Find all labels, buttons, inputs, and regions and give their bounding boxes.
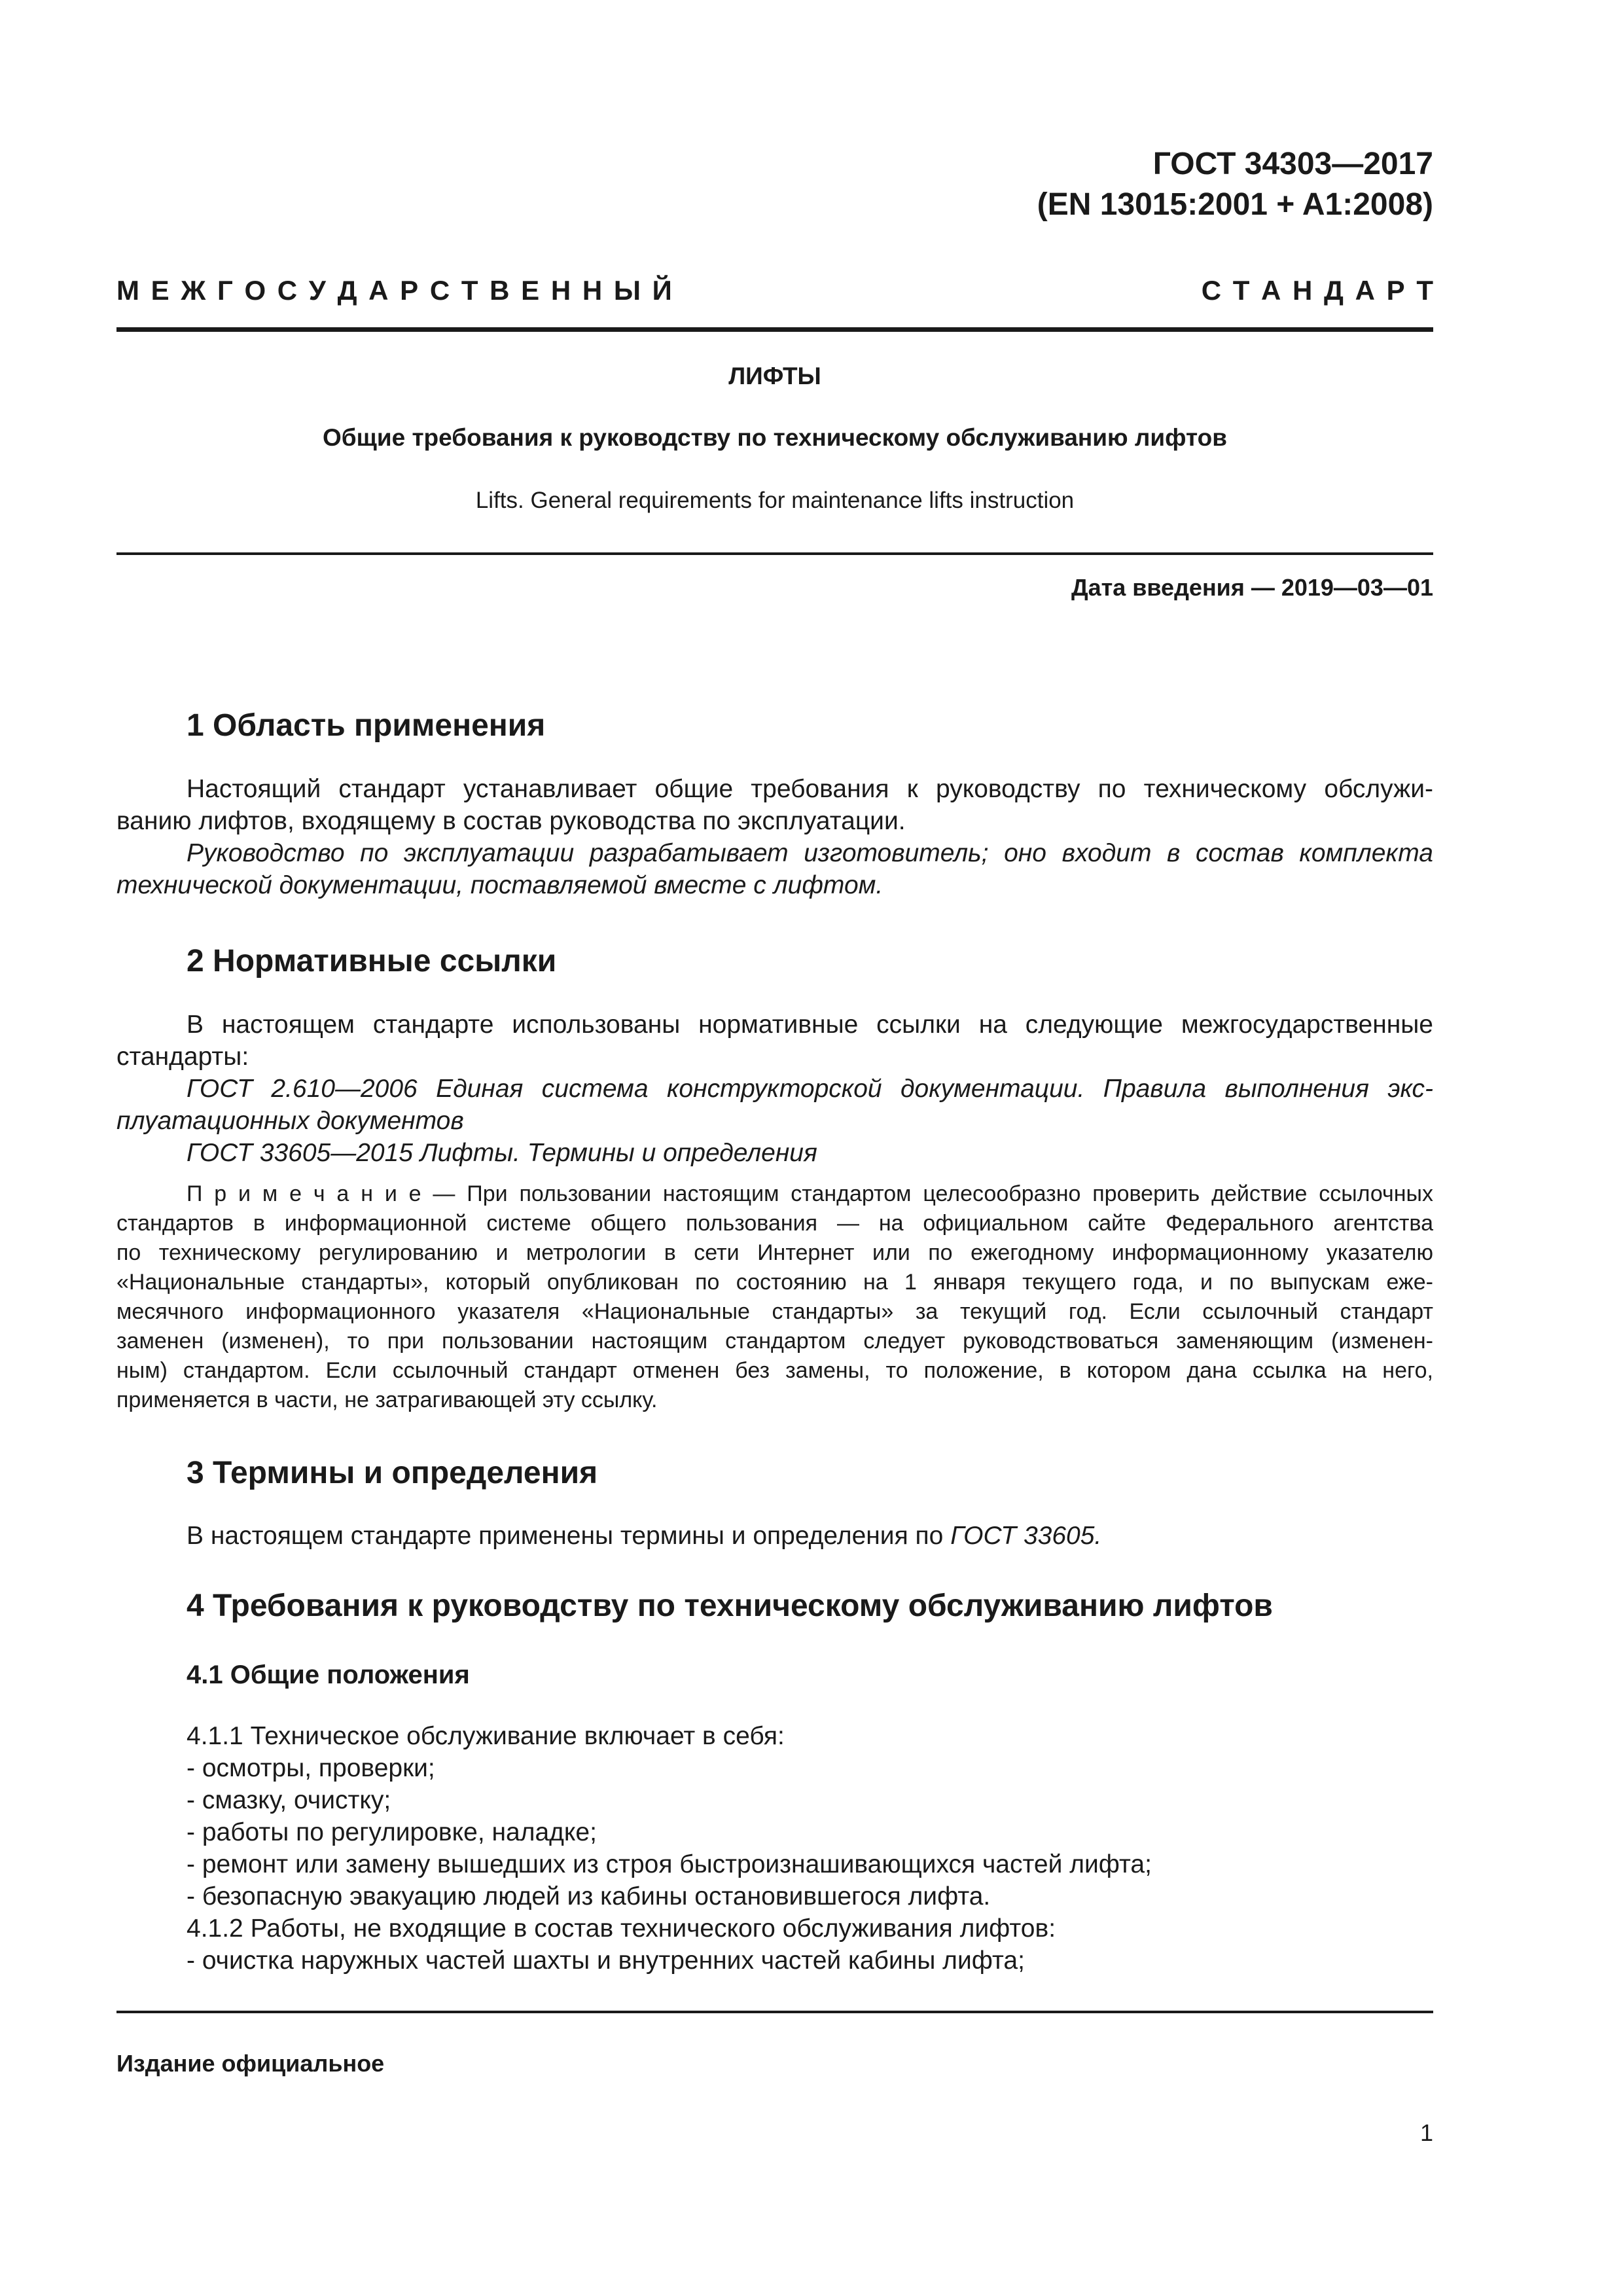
section-1-paragraph-2-line-1: Руководство по эксплуатации разрабатывает изготовитель; оно входит в состав комплекта <box>187 839 1433 867</box>
section-4-heading: 4 Требования к руководству по техническому обслуживанию лифтов <box>187 1588 1273 1623</box>
reference-gost-2-610-line-1: ГОСТ 2.610—2006 Единая система конструкторской документации. Правила выполнения экс- <box>187 1075 1433 1103</box>
reference-gost-2-610-line-2: плуатационных документов <box>116 1107 464 1135</box>
note-label: П р и м е ч а н и е <box>187 1181 421 1206</box>
note-line-4: «Национальные стандарты», который опубликован по состоянию на 1 января текущего года, и по выпускам еже- <box>116 1270 1433 1295</box>
header-thick-rule <box>116 327 1433 332</box>
doc-english-title: Lifts. General requirements for maintenance lifts instruction <box>475 488 1075 513</box>
section-4-line-3: - смазку, очистку; <box>187 1786 391 1814</box>
doc-title: ЛИФТЫ <box>728 363 821 389</box>
page-number: 1 <box>1419 2119 1433 2146</box>
note-line-5: месячного информационного указателя «Национальные стандарты» за текущий год. Если ссылочный стандарт <box>116 1299 1433 1324</box>
section-3-heading: 3 Термины и определения <box>187 1456 598 1490</box>
reference-gost-33605: ГОСТ 33605—2015 Лифты. Термины и определения <box>187 1139 817 1167</box>
section-3-gost-ref: ГОСТ 33605. <box>950 1522 1102 1550</box>
note-line-3: по техническому регулированию и метрологии в сети Интернет или по ежегодному информационному указателю <box>116 1240 1433 1265</box>
subsection-4-1-heading: 4.1 Общие положения <box>187 1660 470 1689</box>
note-text-1: — При пользовании настоящим стандартом целесообразно проверить действие ссылочных <box>421 1181 1433 1206</box>
intro-date: Дата введения — 2019—03—01 <box>1071 574 1433 601</box>
section-1-paragraph-2-line-2: технической документации, поставляемой вместе с лифтом. <box>116 871 883 899</box>
section-4-line-6: - безопасную эвакуацию людей из кабины остановившегося лифта. <box>187 1882 991 1910</box>
note-line-6: заменен (изменен), то при пользовании настоящим стандартом следует руководствоваться заменяющим (изменен- <box>116 1329 1433 1354</box>
section-2-heading: 2 Нормативные ссылки <box>187 944 557 978</box>
section-4-line-1: 4.1.1 Техническое обслуживание включает в себя: <box>187 1722 785 1750</box>
section-1-paragraph-1-line-1: Настоящий стандарт устанавливает общие требования к руководству по техническому обслужи- <box>187 775 1433 803</box>
doc-subtitle: Общие требования к руководству по техническому обслуживанию лифтов <box>322 424 1228 451</box>
section-4-line-7: 4.1.2 Работы, не входящие в состав технического обслуживания лифтов: <box>187 1914 1056 1943</box>
note-line-1 <box>187 1179 1433 1209</box>
section-4-line-8: - очистка наружных частей шахты и внутренних частей кабины лифта; <box>187 1946 1025 1975</box>
note-line-7: ным) стандартом. Если ссылочный стандарт отменен без замены, то положение, в котором дана ссылка на него, <box>116 1358 1433 1383</box>
note-line-2: стандартов в информационной системе общего пользования — на официальном сайте Федерального агентства <box>116 1211 1433 1236</box>
section-4-line-2: - осмотры, проверки; <box>187 1754 435 1782</box>
section-1-heading: 1 Область применения <box>187 708 546 743</box>
title-rule <box>116 552 1433 555</box>
doc-number: ГОСТ 34303—2017 <box>1152 147 1433 181</box>
note-line-8: применяется в части, не затрагивающей эту ссылку. <box>116 1388 658 1412</box>
section-2-paragraph-line-2: стандарты: <box>116 1043 249 1071</box>
section-3-paragraph <box>187 1520 1101 1552</box>
section-4-line-5: - ремонт или замену вышедших из строя быстроизнашивающихся частей лифта; <box>187 1850 1152 1878</box>
interstate-standard-left: М Е Ж Г О С У Д А Р С Т В Е Н Н Ы Й <box>116 275 672 306</box>
section-1-paragraph-1-line-2: ванию лифтов, входящему в состав руководства по эксплуатации. <box>116 807 906 835</box>
section-3-text: В настоящем стандарте применены термины и определения по <box>187 1522 951 1550</box>
section-2-paragraph-line-1: В настоящем стандарте использованы нормативные ссылки на следующие межгосударственные <box>187 1011 1433 1039</box>
edition-label: Издание официальное <box>116 2050 385 2077</box>
section-4-line-4: - работы по регулировке, наладке; <box>187 1818 597 1846</box>
interstate-standard-right: С Т А Н Д А Р Т <box>1201 275 1433 306</box>
footer-rule <box>116 2011 1433 2013</box>
doc-equivalent: (EN 13015:2001 + A1:2008) <box>1037 187 1433 222</box>
